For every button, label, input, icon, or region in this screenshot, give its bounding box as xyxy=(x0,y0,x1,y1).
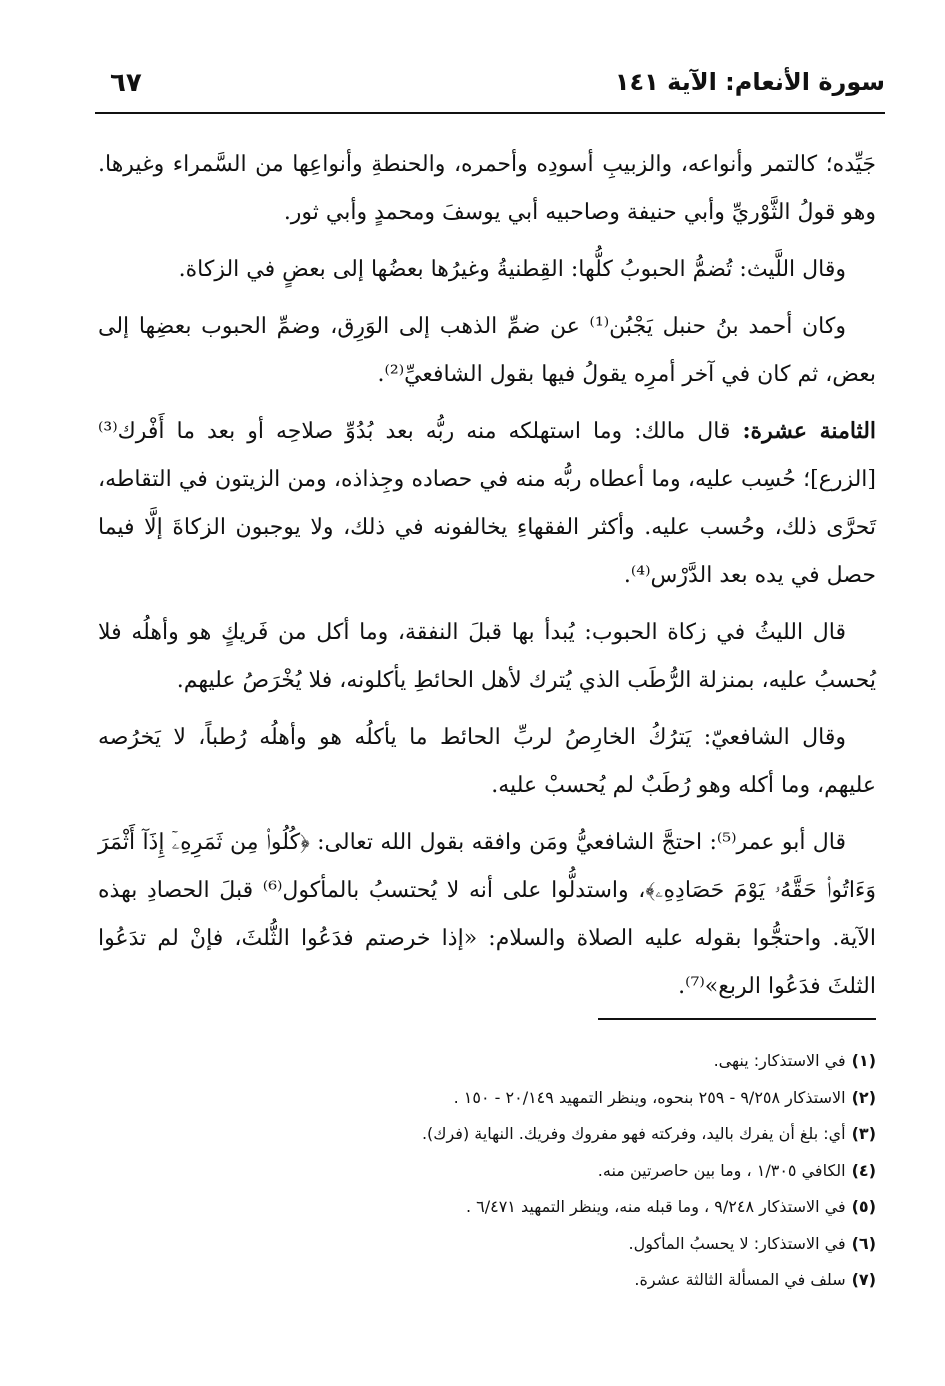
footnote xyxy=(98,1189,876,1226)
footnote xyxy=(98,1262,876,1299)
footnote-text: في الاستذكار: ينهى. xyxy=(713,1051,846,1070)
paragraph-text: وكان أحمد بنُ حنبل يَجْبُن⁽¹⁾ عن ضمِّ الذهب إلى الوَرِق، وضمِّ الحبوب بعضِها إلى بعض، ثم كان في آخر أمرِه يقولُ فيها بقول الشافعيِّ⁽²⁾. xyxy=(98,314,876,387)
footnote-marker: (١) xyxy=(851,1051,876,1070)
running-title: سورة الأنعام: الآية ١٤١ xyxy=(614,68,885,96)
footnote-marker: (٧) xyxy=(851,1270,876,1289)
footnote xyxy=(98,1116,876,1153)
paragraph-text: قال أبو عمر⁽⁵⁾: احتجَّ الشافعيُّ ومَن وافقه بقول الله تعالى: ﴿كُلُوا۟ مِن ثَمَرِهِۦٓ إِذَآ أَثْمَرَ وَءَاتُوا۟ حَقَّهُۥ يَوْمَ حَصَادِهِۦ﴾، واستدلُّوا على أنه لا يُحتسبُ بالمأكول⁽⁶⁾ قبلَ الحصادِ بهذه الآية. واحتجُّوا بقوله عليه الصلاة والسلام: «إذا خرصتم فدَعُوا الثُّلثَ، فإنْ لم تدَعُوا الثلثَ فدَعُوا الربع»⁽⁷⁾. xyxy=(98,830,876,999)
paragraph-text: قال مالك: وما استهلكه منه ربُّه بعد بُدُوِّ صلاحِه أو بعد ما أَفْرك⁽³⁾ [الزرع]؛ حُسِب عليه، وما أعطاه ربُّه منه في حصاده وجِذاذه، ومن الزيتون في التقاطه، تَحرَّى ذلك، وحُسب عليه. وأكثر الفقهاءِ يخالفونه في ذلك، ولا يوجبون الزكاةَ إلَّا فيما حصل في يده بعد الدَّرْس⁽⁴⁾. xyxy=(98,419,876,588)
paragraph-text: وقال الشافعيّ: يَترُكُ الخارِصُ لربِّ الحائط ما يأكلُه هو وأهلُه رُطباً، لا يَخرُصه عليهم، وما أكله وهو رُطَبٌ لم يُحسبْ عليه. xyxy=(98,725,876,798)
paragraph-text: وقال اللَّيث: تُضمُّ الحبوبُ كلُّها: القِطنيةُ وغيرُها بعضُها إلى بعضٍ في الزكاة. xyxy=(178,257,846,282)
paragraph-text: جَيِّده؛ كالتمر وأنواعه، والزبيبِ أسودِه وأحمره، والحنطةِ وأنواعِها من السَّمراء وغيرها. وهو قولُ الثَّوْريِّ وأبي حنيفة وصاحبيه أبي يوسفَ ومحمدٍ وأبي ثور. xyxy=(98,152,876,225)
footnote-marker: (٢) xyxy=(851,1087,876,1107)
footnote-marker: (٥) xyxy=(851,1197,876,1216)
footnote-marker: (٦) xyxy=(851,1233,876,1253)
paragraph xyxy=(98,713,876,810)
page-number: ٦٧ xyxy=(110,68,142,98)
main-text xyxy=(98,140,876,1019)
footnote xyxy=(98,1043,876,1080)
footnote-text: الكافي ١/٣٠٥ ، وما بين حاصرتين منه. xyxy=(597,1160,846,1180)
footnote-text: في الاستذكار ٩/٢٤٨ ، وما قبله منه، وينظر التمهيد ٦/٤٧١ . xyxy=(465,1197,846,1216)
paragraph xyxy=(98,302,876,399)
footnotes xyxy=(98,1043,876,1299)
footnote-text: في الاستذكار: لا يحسبُ المأكول. xyxy=(628,1233,846,1253)
section-heading: الثامنة عشرة: xyxy=(742,418,877,444)
paragraph xyxy=(98,818,876,1011)
paragraph-text: قال الليثُ في زكاة الحبوب: يُبدأ بها قبلَ النفقة، وما أكل من فَريكٍ هو وأهلُه فلا يُحسبُ عليه، بمنزلة الرُّطَب الذي يُترك لأهل الحائطِ يأكلونه، فلا يُخْرَصُ عليهم. xyxy=(98,620,876,693)
paragraph xyxy=(98,245,876,294)
footnote-marker: (٤) xyxy=(851,1160,876,1180)
page-header xyxy=(95,58,885,114)
footnote xyxy=(98,1226,876,1263)
footnote xyxy=(98,1153,876,1190)
footnote-separator xyxy=(598,1018,876,1020)
footnote-text: الاستذكار ٩/٢٥٨ - ٢٥٩ بنحوه، وينظر التمهيد ٢٠/١٤٩ - ١٥٠ . xyxy=(453,1087,846,1107)
header-rule xyxy=(95,112,885,114)
footnote xyxy=(98,1080,876,1117)
paragraph xyxy=(98,140,876,237)
paragraph xyxy=(98,608,876,705)
footnote-marker: (٣) xyxy=(851,1124,876,1143)
footnote-text: سلف في المسألة الثالثة عشرة. xyxy=(634,1270,846,1289)
footnote-text: أي: بلغ أن يفرك باليد، وفركته فهو مفروك وفريك. النهاية (فرك). xyxy=(421,1124,846,1143)
paragraph xyxy=(98,407,876,600)
